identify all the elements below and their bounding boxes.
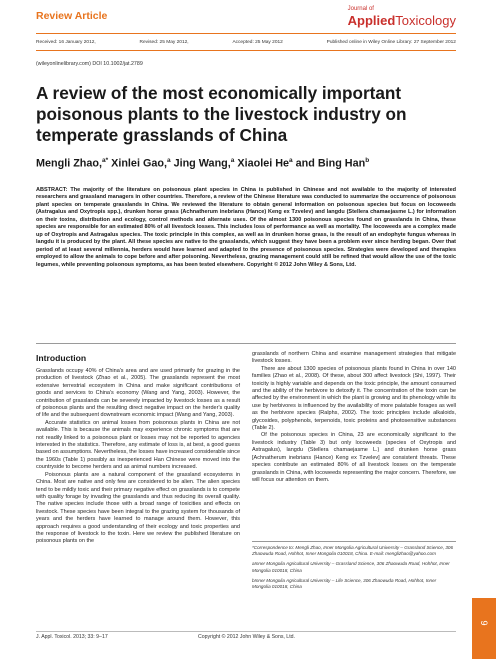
author-affiliation-mark: a* [101,157,109,164]
copyright: Copyright © 2012 John Wiley & Sons, Ltd. [198,634,295,640]
author-affiliation-mark: b [365,157,370,164]
author-affiliation-mark: a [289,157,293,164]
affiliation-b-footnote: bInner Mongolia Agricultural University – Life Science, 306 Zhaowuda Road, Hohhot, Inner Mongolia 010018, China [252,577,437,590]
article-title: A review of the most economically important poisonous plants to the livestock industry on temperate grasslands of China [36,83,407,145]
author-affiliation-mark: a [230,157,235,164]
section-label: Review Article [36,10,108,22]
author-name: Xinlei Gao, [108,157,167,170]
journal-logo-small: Journal of [347,6,374,12]
correspondence-footnote: *Correspondence to: Mengli Zhao, Inner Mongolia Agricultural University – Grassland Science, 306 Zhaowuda Road, Hohhot, Inner Mongolia 010018, China. E-mail: menglizhao@yahoo.com [252,545,454,557]
paragraph: Of the poisonous species in China, 23 are economically significant to the livestock industry (Table 3) but only locoweeds (species of Oxytropis and Astragalus), langdu (Stellera chamaejasme L.) and drunken horse grass [Achnatherum inebrians (Hance) Keng ex Tzvelev] are consistent threats. These species contribute an estimated 80% of all livestock losses on the temperate grasslands in China, with locoweeds representing the major concern. Therefore, we will focus our attention on them. [252,432,456,483]
journal-logo-toxicology: Toxicology [395,13,456,28]
introduction-heading: Introduction [36,353,87,363]
right-column [252,351,456,484]
citation: J. Appl. Toxicol. 2013; 33: 9–17 [36,634,108,640]
page-number: 9 [479,620,489,626]
paragraph: Accurate statistics on animal losses from poisonous plants in China are not available. This is because the animals may experience chronic symptoms that are not readily linked to a poisonous plant or losses may not be reported to agencies interested in the statistics. Therefore, any estimate of loss is, at best, a good guess based on assumptions. Nevertheless, the losses have increased considerable since the 1960s (Table 1) possibly as inexperienced Han Chinese were moved into the countryside to become herders and as animal numbers increased. [36,419,240,471]
journal-logo [348,6,456,30]
article-dates [36,40,456,45]
author-name: Jing Wang, [170,157,231,170]
paragraph: Poisonous plants are a natural component of the grassland ecosystems in China. Most are native and only few are considered to be alien. The alien species tend to be mildly toxic and their primary negative effect on grasslands is to compete with quality forage by invading the grasslands and thus reducing its overall quality. The native species include those with a broad range of toxicities and effects on livestock. These species have been integral to the grazing system for thousands of years and the herders have learned to manage around them. However, this approach requires a good understanding of their ecology and toxic properties and the response of livestock to the toxin. Here we review the published literature on poisonous plants on the [36,471,240,545]
abstract: ABSTRACT: The majority of the literature on poisonous plant species in China is published in Chinese and not available to the majority of interested researchers and grassland managers in other countries. Therefore, a review of the Chinese literature was conducted to summarize the occurrence of poisonous plant species on temperate grasslands in China. We reviewed the literature to obtain general information on poisonous species but focus on locoweeds (Astragalus and Oxytropis spp.), drunken horse grass (Achnatherum inebrians (Hance) Keng ex Tzvelev) and langdu (Stellera chamaejasme L.) for information on their toxins, distribution and ecology, control methods and alternate uses. Of the almost 1300 poisonous species found on grasslands in China, these species are responsible for an estimated 80% of all livestock losses. This includes loss of performance as well as mortality. The locoweeds are a complex made up of Oxytropis and Astragalus species. The toxic principle in this complex, as well as in drunken horse grass, is the result of an endophyte fungus whereas in langdu it is produced by the plant. All these species are native to the grasslands, which suggest they have been a problem ever since herding began. Over that period of at least several millennia, herders would have learned and adapted to the presence of poisonous species. Strategies were developed and therapies employed to allow the animals to cope before and after poisoning. Nevertheless, grazing management could still be refined that would allow the use of the toxic legumes, while preventing poisonous symptoms, as has been tested elsewhere. Copyright © 2012 John Wiley & Sons, Ltd. [36,187,456,268]
journal-logo-applied: Applied [347,13,396,28]
abstract-divider [36,343,456,344]
author-name: and Bing Han [292,157,366,170]
published-online: Published online in Wiley Online Library: 27 September 2012 [326,40,456,45]
journal-logo-name [348,13,456,28]
footnote-rule [252,541,456,542]
footnotes [252,545,456,594]
author-name: Xiaolei He [234,157,289,170]
accepted-date: Accepted: 25 May 2012 [232,40,283,45]
author-list [36,157,456,170]
author-name: Mengli Zhao, [36,157,102,170]
doi-link[interactable]: (wileyonlinelibrary.com) DOI 10.1002/jat.2789 [36,61,143,67]
header-rule [36,33,456,34]
affiliation-a-footnote: aInner Mongolia Agricultural University – Grassland Science, 306 Zhaowuda Road, Hohhot, Inner Mongolia 010018, China [252,561,450,573]
paragraph: There are about 1300 species of poisonous plants found in China in over 140 families (Zhao et al., 2008). Of these, about 300 affect livestock (Shi, 1997). Their toxicity is highly variable and depends on the toxic principle, the amount consumed and the ability of the herbivore to detoxify it. The concentration of the toxin can be affected by the environment in which the plant is growing and its phenology while its use by herbivores is influenced by the availability of more palatable forages as well as the herbivore species (Ralphs, 2002). The toxic principles include alkaloids, glycosides, polyphenols, terpenoids, toxic proteins and photosensitive substances (Table 2). [252,365,456,432]
received-date: Received: 16 January 2012, [36,40,96,45]
author-affiliation-mark: a [166,157,171,164]
paragraph: Grasslands occupy 40% of China's area and are used primarily for grazing in the production of livestock (Zhao et al., 2005). The grasslands represent the most extensive terrestrial ecosystem in China and make significant contributions of goods and services to China's economy (Wang and Yang, 2003). However, the contribution of grasslands can be severely impacted by livestock losses as a result of poisonous plants and the resulting direct negative impact on the herder's quality of life and the subsequent downstream economic impact (Wang and Yang, 2003). [36,368,240,419]
page-number-tab [472,598,496,659]
revised-date: Revised: 25 May 2012, [139,40,189,45]
footer-rule [36,631,456,632]
left-column [36,368,240,546]
dates-rule [36,50,456,51]
paragraph: grasslands of northern China and examine management strategies that mitigate livestock losses. [252,351,456,365]
